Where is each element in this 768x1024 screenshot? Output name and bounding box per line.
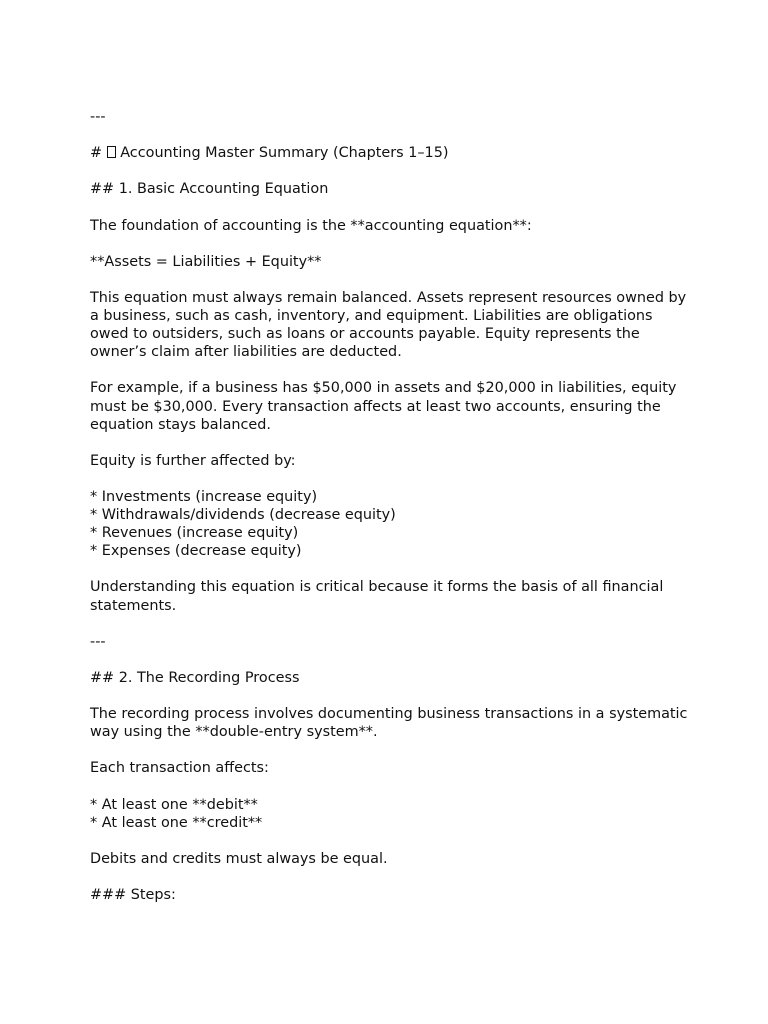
section-1-conclusion: Understanding this equation is critical because it forms the basis of all financial statements.	[90, 579, 664, 614]
page-title	[90, 144, 690, 162]
list-item: * Revenues (increase equity)	[90, 525, 299, 542]
list-item: * At least one **debit**	[90, 796, 258, 813]
list-item: * Investments (increase equity)	[90, 488, 318, 505]
title-prefix: #	[90, 145, 103, 162]
section-1-paragraph-1: This equation must always remain balanced. Assets represent resources owned by a business, such as cash, inventory, and equipment. Liabilities are obligations owed to outsiders, such as loans or accounts payable. Equity represents the owner’s claim after liabilities are deducted.	[90, 289, 687, 361]
accounting-equation: **Assets = Liabilities + Equity**	[90, 253, 322, 270]
missing-glyph-box-icon	[107, 146, 116, 158]
steps-heading: ### Steps:	[90, 887, 176, 904]
divider: ---	[90, 633, 106, 650]
section-1-paragraph-2: For example, if a business has $50,000 in assets and $20,000 in liabilities, equity must be $30,000. Every transaction affects at least two accounts, ensuring the equation stays balanced.	[90, 380, 677, 433]
equity-intro: Equity is further affected by:	[90, 452, 296, 469]
list-item: * At least one **credit**	[90, 814, 263, 831]
section-2-intro: The recording process involves documenting business transactions in a systematic way using the **double-entry system**.	[90, 706, 688, 741]
section-1-intro: The foundation of accounting is the **accounting equation**:	[90, 217, 532, 234]
list-item: * Expenses (decrease equity)	[90, 543, 302, 560]
debit-credit-rule: Debits and credits must always be equal.	[90, 850, 388, 867]
list-item: * Withdrawals/dividends (decrease equity)	[90, 507, 396, 524]
divider: ---	[90, 109, 106, 125]
section-2-heading: ## 2. The Recording Process	[90, 669, 300, 686]
title-text: Accounting Master Summary (Chapters 1–15)	[120, 145, 449, 162]
section-1-heading: ## 1. Basic Accounting Equation	[90, 181, 329, 198]
each-transaction-intro: Each transaction affects:	[90, 760, 269, 777]
document-body	[90, 108, 690, 922]
